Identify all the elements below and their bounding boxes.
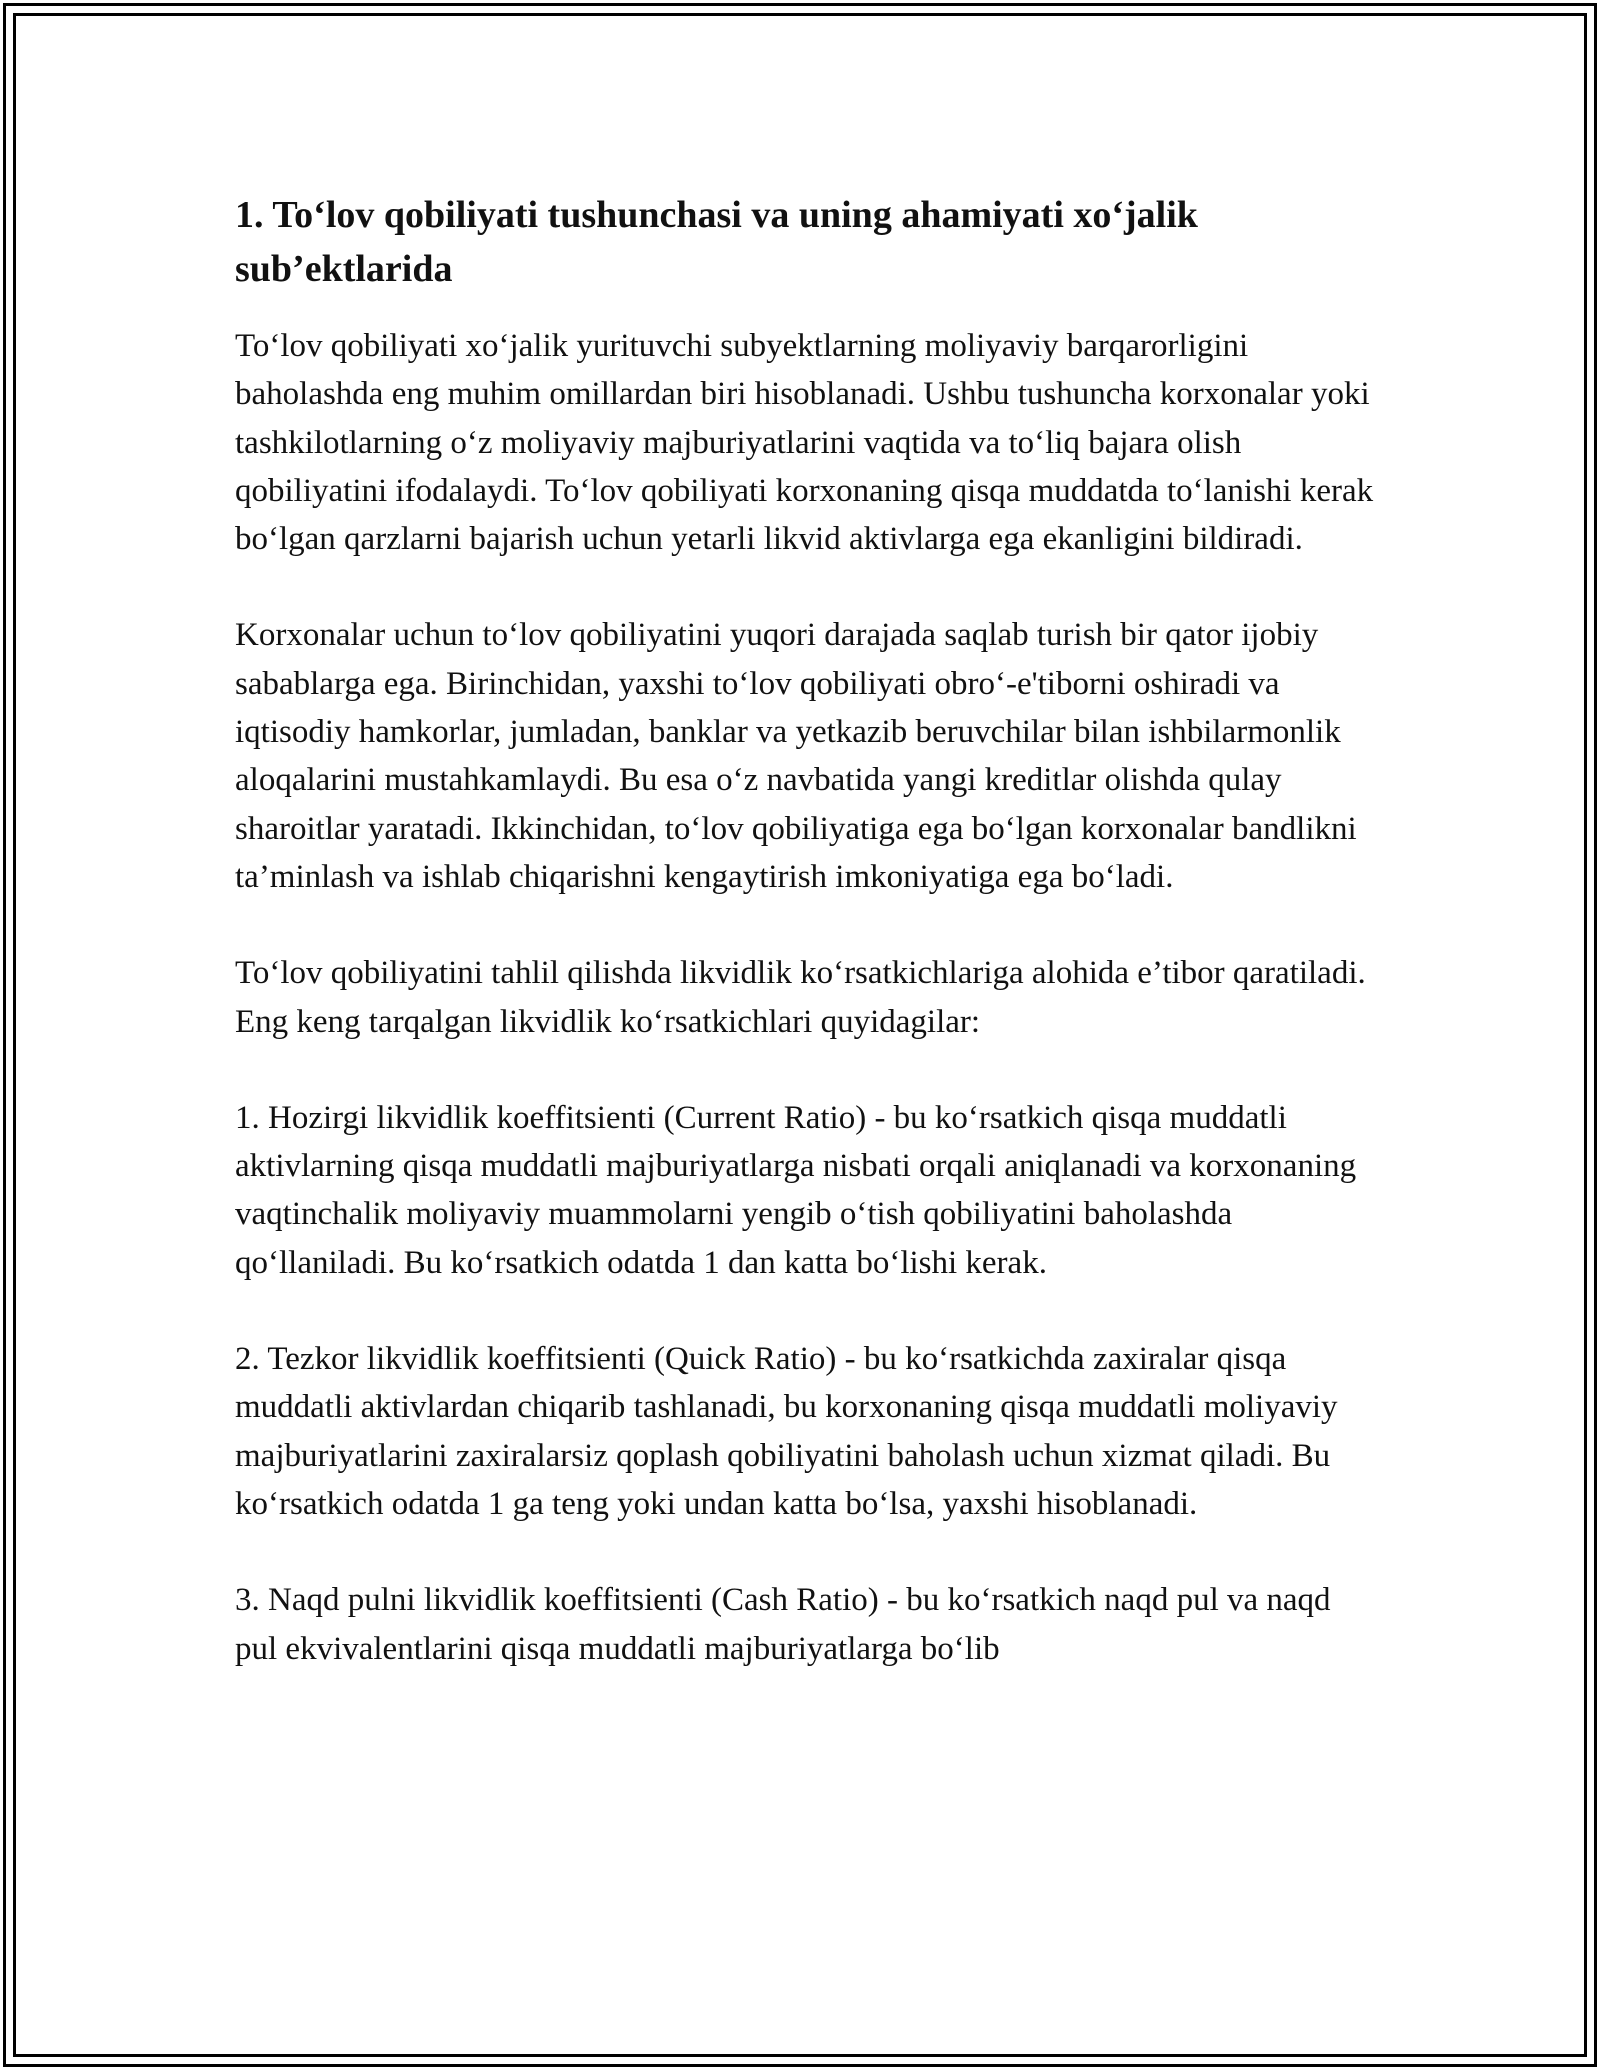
paragraph-benefits: Korxonalar uchun to‘lov qobiliyatini yuqori darajada saqlab turish bir qator ijobiy sabablarga ega. Birinchidan, yaxshi to‘lov qobiliyati obro‘-e'tiborni oshiradi va iqtisodiy hamkorlar, jumladan, banklar va yetkazib beruvchilar bilan ishbilarmonlik aloqalarini mustahkamlaydi. Bu esa o‘z navbatida yangi kreditlar olishda qulay sharoitlar yaratadi. Ikkinchidan, to‘lov qobiliyatiga ega bo‘lgan korxonalar bandlikni ta’minlash va ishlab chiqarishni kengaytirish imkoniyatiga ega bo‘ladi. [235,617,1357,895]
list-item-cash-ratio: 3. Naqd pulni likvidlik koeffitsienti (Cash Ratio) - bu ko‘rsatkich naqd pul va naqd pul ekvivalentlarini qisqa muddatli majburiyatlarga bo‘lib [235,1582,1331,1667]
section-heading: 1. To‘lov qobiliyati tushunchasi va uning ahamiyati xo‘jalik sub’ektlarida [235,194,1198,290]
paragraph-liquidity-intro: To‘lov qobiliyatini tahlil qilishda likvidlik ko‘rsatkichlariga alohida e’tibor qaratiladi. Eng keng tarqalgan likvidlik ko‘rsatkichlari quyidagilar: [235,955,1366,1040]
document-body [235,188,1375,1721]
list-item-quick-ratio: 2. Tezkor likvidlik koeffitsienti (Quick Ratio) - bu ko‘rsatkichda zaxiralar qisqa muddatli aktivlardan chiqarib tashlanadi, bu korxonaning qisqa muddatli moliyaviy majburiyatlarini zaxiralarsiz qoplash qobiliyatini baholash uchun xizmat qiladi. Bu ko‘rsatkich odatda 1 ga teng yoki undan katta bo‘lsa, yaxshi hisoblanadi. [235,1341,1338,1522]
paragraph-intro: To‘lov qobiliyati xo‘jalik yurituvchi subyektlarning moliyaviy barqarorligini baholashda eng muhim omillardan biri hisoblanadi. Ushbu tushuncha korxonalar yoki tashkilotlarning o‘z moliyaviy majburiyatlarini vaqtida va to‘liq bajara olish qobiliyatini ifodalaydi. To‘lov qobiliyati korxonaning qisqa muddatda to‘lanishi kerak bo‘lgan qarzlarni bajarish uchun yetarli likvid aktivlarga ega ekanligini bildiradi. [235,328,1374,558]
list-item-current-ratio: 1. Hozirgi likvidlik koeffitsienti (Current Ratio) - bu ko‘rsatkich qisqa muddatli aktivlarning qisqa muddatli majburiyatlarga nisbati orqali aniqlanadi va korxonaning vaqtinchalik moliyaviy muammolarni yengib o‘tish qobiliyatini baholashda qo‘llaniladi. Bu ko‘rsatkich odatda 1 dan katta bo‘lishi kerak. [235,1099,1357,1281]
